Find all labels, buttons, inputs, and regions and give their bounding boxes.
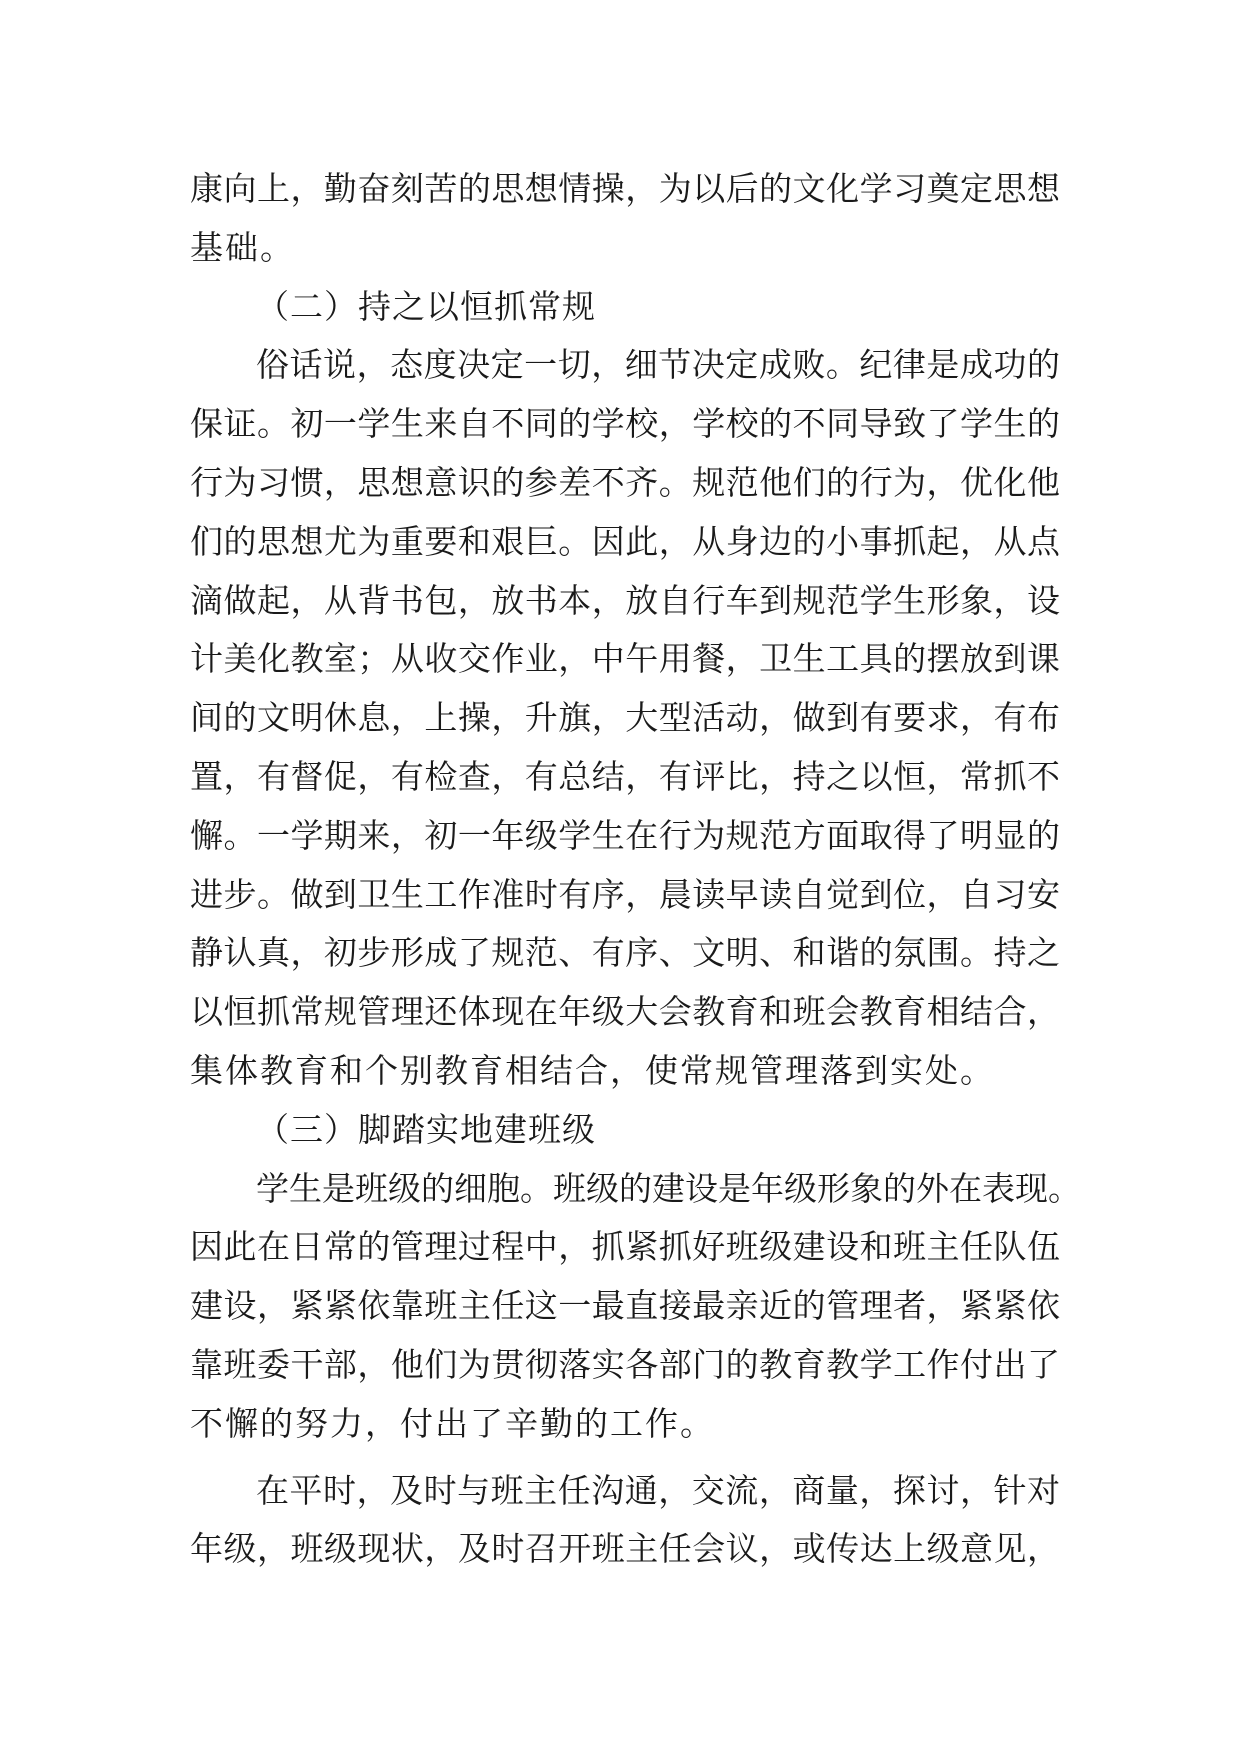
paragraph-line: 学生是班级的细胞。班级的建设是年级形象的外在表现。: [256, 1168, 1081, 1208]
paragraph-line: 不懈的努力，付出了辛勤的工作。: [190, 1403, 715, 1443]
paragraph-line: 俗话说，态度决定一切，细节决定成败。纪律是成功的: [256, 345, 1060, 385]
paragraph-line: 以恒抓常规管理还体现在年级大会教育和班会教育相结合，: [190, 992, 1060, 1032]
paragraph-line: 基础。: [190, 227, 295, 267]
paragraph-line: 间的文明休息，上操，升旗，大型活动，做到有要求，有布: [190, 698, 1060, 738]
paragraph-line: 计美化教室；从收交作业，中午用餐，卫生工具的摆放到课: [190, 639, 1060, 679]
document-body: [190, 160, 1081, 1579]
paragraph-line: 置，有督促，有检查，有总结，有评比，持之以恒，常抓不: [190, 756, 1060, 796]
paragraph-line: 集体教育和个别教育相结合，使常规管理落到实处。: [190, 1050, 995, 1090]
section-heading: （三）脚踏实地建班级: [256, 1109, 596, 1149]
section-heading: （二）持之以恒抓常规: [256, 286, 596, 326]
paragraph-line: 建设，紧紧依靠班主任这一最直接最亲近的管理者，紧紧依: [190, 1286, 1060, 1326]
paragraph-gap: [190, 1454, 1060, 1462]
paragraph-line: 康向上，勤奋刻苦的思想情操，为以后的文化学习奠定思想: [190, 169, 1060, 208]
paragraph-line: 滴做起，从背书包，放书本，放自行车到规范学生形象，设: [190, 580, 1060, 620]
paragraph-line: 进步。做到卫生工作准时有序，晨读早读自觉到位，自习安: [190, 874, 1060, 914]
paragraph-line: 年级，班级现状，及时召开班主任会议，或传达上级意见，: [190, 1529, 1060, 1569]
paragraph-line: 懈。一学期来，初一年级学生在行为规范方面取得了明显的: [190, 815, 1060, 855]
paragraph-line: 们的思想尤为重要和艰巨。因此，从身边的小事抓起，从点: [190, 521, 1060, 561]
paragraph-line: 在平时，及时与班主任沟通，交流，商量，探讨，针对: [256, 1470, 1060, 1510]
paragraph-line: 靠班委干部，他们为贯彻落实各部门的教育教学工作付出了: [190, 1344, 1060, 1384]
paragraph-line: 因此在日常的管理过程中，抓紧抓好班级建设和班主任队伍: [190, 1227, 1060, 1267]
paragraph-line: 行为习惯，思想意识的参差不齐。规范他们的行为，优化他: [190, 462, 1060, 502]
paragraph-line: 静认真，初步形成了规范、有序、文明、和谐的氛围。持之: [190, 933, 1060, 973]
paragraph-line: 保证。初一学生来自不同的学校，学校的不同导致了学生的: [190, 404, 1060, 444]
